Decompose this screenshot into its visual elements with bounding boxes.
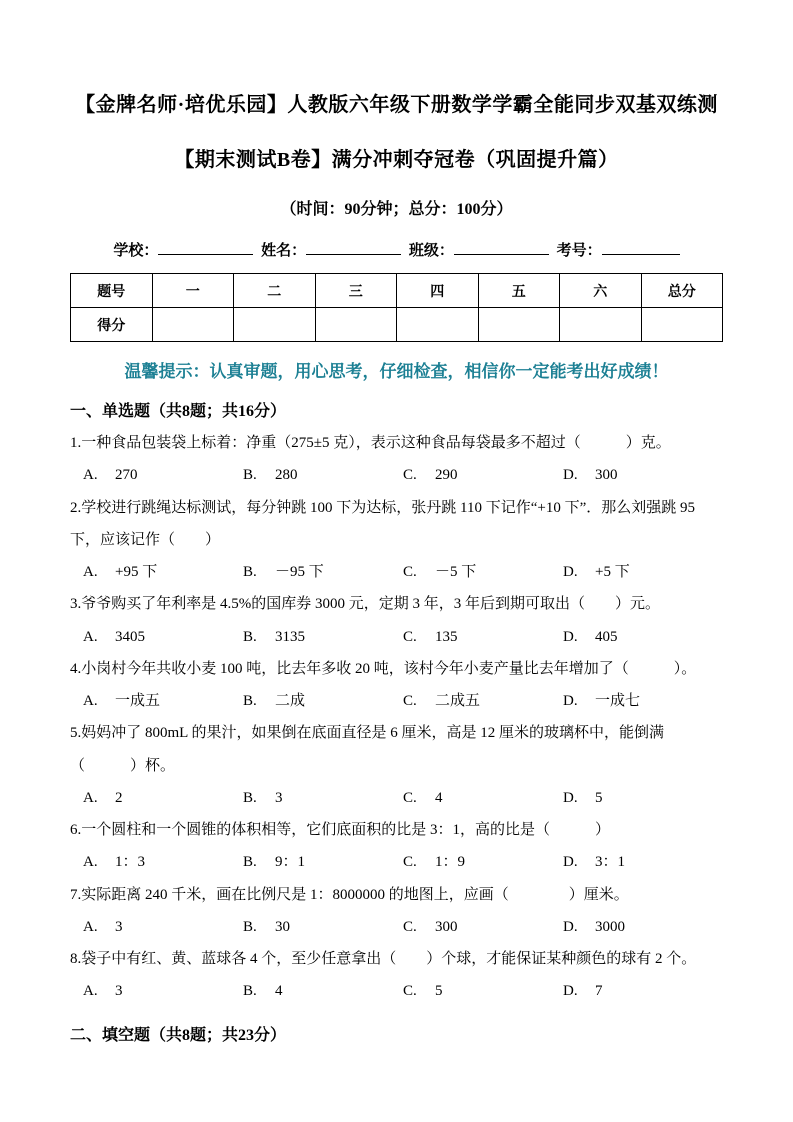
question-1-options (70, 459, 723, 491)
score-cell (315, 308, 397, 342)
question-5-option-c: C. 4 (403, 789, 443, 806)
question-3-options (70, 621, 723, 653)
col-four: 四 (397, 274, 479, 308)
school-field (113, 243, 253, 259)
document-title: 【金牌名师·培优乐园】人教版六年级下册数学学霸全能同步双基双练测 (75, 94, 718, 116)
question-3-option-b: B. 3135 (243, 628, 305, 645)
score-table-score-row (71, 308, 723, 342)
question-3 (70, 588, 723, 653)
question-1-option-a: A. 270 (83, 467, 138, 484)
question-5-option-d: D. 5 (563, 789, 603, 806)
class-field (409, 243, 549, 259)
question-5-options (70, 782, 723, 814)
exam-number-label: 考号： (556, 243, 602, 259)
question-4-options (70, 685, 723, 717)
name-blank (306, 240, 401, 255)
score-cell (397, 308, 479, 342)
question-4-option-b: B. 二成 (243, 693, 306, 709)
score-table (70, 273, 723, 342)
question-2-option-d: D. +5 下 (563, 564, 630, 580)
question-6-option-d: D. 3：1 (563, 854, 626, 871)
question-2-options (70, 556, 723, 588)
question-5-text: 5.妈妈冲了 800mL 的果汁，如果倒在底面直径是 6 厘米，高是 12 厘米的玻璃杯中，能倒满（ ）杯。 (70, 725, 665, 774)
question-2-option-a: A. +95 下 (83, 564, 158, 580)
class-label: 班级： (408, 243, 454, 259)
document-subtitle: 【期末测试B卷】满分冲刺夺冠卷（巩固提升篇） (174, 149, 619, 171)
question-8-option-c: C. 5 (403, 983, 443, 1000)
time-total-line: （时间：90分钟；总分：100分） (280, 201, 513, 218)
question-4-option-d: D. 一成七 (563, 693, 641, 709)
question-5-option-b: B. 3 (243, 789, 283, 806)
question-4-option-a: A. 一成五 (83, 693, 161, 709)
score-cell (234, 308, 316, 342)
col-one: 一 (152, 274, 234, 308)
question-3-option-d: D. 405 (563, 628, 618, 645)
school-label: 学校： (113, 243, 159, 259)
question-6-option-b: B. 9：1 (243, 854, 306, 871)
question-6 (70, 814, 723, 879)
section-one-heading: 一、单选题（共8题；共16分） (70, 403, 287, 420)
score-cell (641, 308, 723, 342)
question-6-text: 6.一个圆柱和一个圆锥的体积相等，它们底面积的比是 3：1，高的比是（ ） (70, 822, 611, 838)
question-5-option-a: A. 2 (83, 789, 123, 806)
question-3-text: 3.爷爷购买了年利率是 4.5%的国库券 3000 元，定期 3 年，3 年后到期可取出（ ）元。 (70, 596, 660, 613)
question-4-text: 4.小岗村今年共收小麦 100 吨，比去年多收 20 吨，该村今年小麦产量比去年增加了（ ）。 (70, 660, 697, 677)
question-8-options (70, 975, 723, 1007)
question-7-text: 7.实际距离 240 千米，画在比例尺是 1：8000000 的地图上，应画（ ）厘米。 (70, 886, 629, 903)
question-2-text: 2.学校进行跳绳达标测试，每分钟跳 100 下为达标，张丹跳 110 下记作“+10 下”．那么刘强跳 95 下，应该记作（ ） (70, 499, 695, 548)
exam-number-field (557, 243, 680, 259)
question-6-option-c: C. 1：9 (403, 854, 466, 871)
question-4-option-c: C. 二成五 (403, 693, 481, 709)
question-6-option-a: A. 1：3 (83, 854, 146, 871)
score-row-label: 得分 (71, 308, 153, 342)
col-two: 二 (234, 274, 316, 308)
question-3-option-c: C. 135 (403, 628, 458, 645)
class-blank (454, 240, 549, 255)
question-8 (70, 943, 723, 1008)
question-2-option-b: B. －95 下 (243, 564, 324, 580)
question-1-option-b: B. 280 (243, 467, 298, 484)
question-7-option-a: A. 3 (83, 918, 123, 935)
question-5 (70, 717, 723, 814)
question-8-option-d: D. 7 (563, 983, 603, 1000)
question-number-header: 题号 (71, 274, 153, 308)
question-1 (70, 427, 723, 492)
question-7-option-d: D. 3000 (563, 918, 625, 935)
name-label: 姓名： (261, 243, 307, 259)
col-six: 六 (560, 274, 642, 308)
exam-number-blank (602, 240, 680, 255)
col-total: 总分 (641, 274, 723, 308)
score-cell (478, 308, 560, 342)
question-2-option-c: C. －5 下 (403, 564, 477, 580)
question-6-options (70, 846, 723, 878)
question-4 (70, 653, 723, 718)
score-cell (152, 308, 234, 342)
student-info-line (70, 239, 723, 260)
question-7-option-c: C. 300 (403, 918, 458, 935)
question-1-option-c: C. 290 (403, 467, 458, 484)
section-two-heading: 二、填空题（共8题；共23分） (70, 1026, 287, 1044)
question-7-options (70, 911, 723, 943)
question-2 (70, 492, 723, 589)
question-7-option-b: B. 30 (243, 918, 290, 935)
name-field (261, 243, 401, 259)
question-7 (70, 879, 723, 944)
school-blank (158, 240, 253, 255)
col-three: 三 (315, 274, 397, 308)
question-8-text: 8.袋子中有红、黄、蓝球各 4 个，至少任意拿出（ ）个球，才能保证某种颜色的球有 2 个。 (70, 951, 697, 967)
score-cell (560, 308, 642, 342)
score-table-header-row (71, 274, 723, 308)
question-3-option-a: A. 3405 (83, 628, 145, 645)
encouragement-tip: 温馨提示：认真审题，用心思考，仔细检查，相信你一定能考出好成绩！ (124, 362, 669, 381)
col-five: 五 (478, 274, 560, 308)
question-1-text: 1.一种食品包装袋上标着：净重（275±5 克），表示这种食品每袋最多不超过（ ）克。 (70, 435, 671, 451)
question-8-option-a: A. 3 (83, 983, 123, 1000)
question-1-option-d: D. 300 (563, 467, 618, 484)
question-8-option-b: B. 4 (243, 983, 283, 1000)
